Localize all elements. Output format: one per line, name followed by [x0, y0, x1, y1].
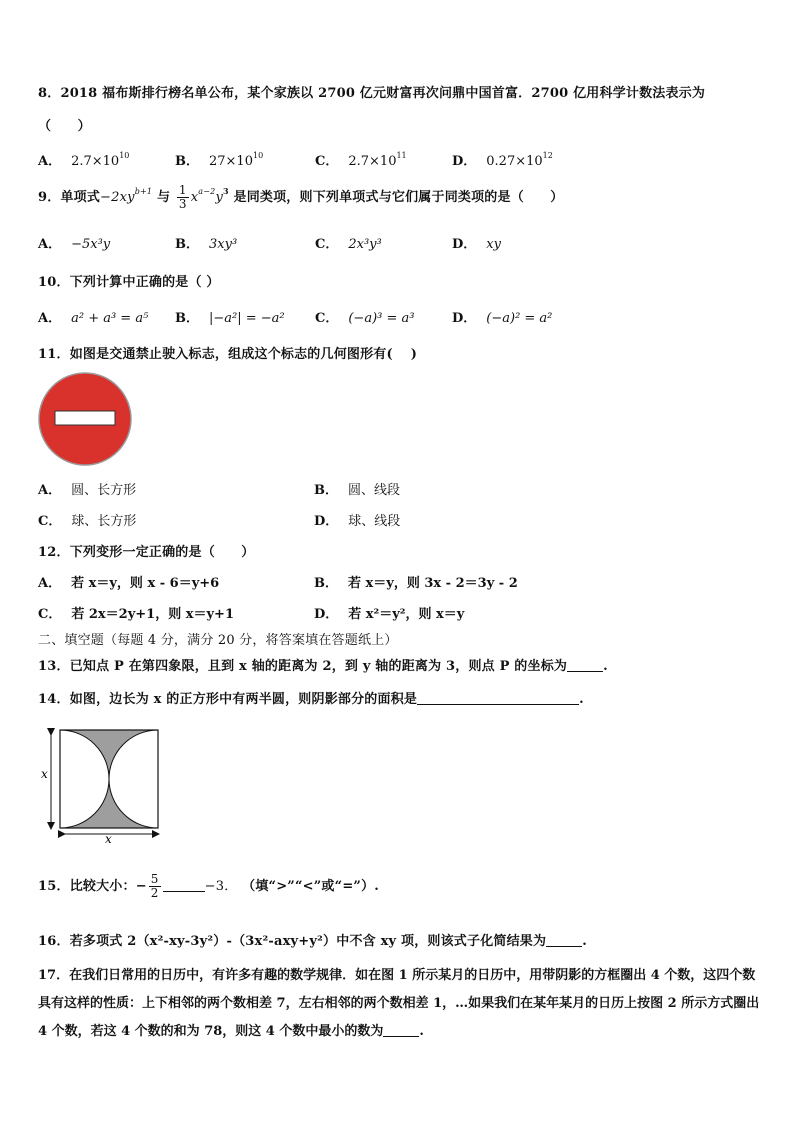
option-label: D．	[314, 514, 339, 529]
option-label: C．	[315, 311, 339, 326]
fraction-numerator: 5	[150, 872, 159, 886]
option-label: C．	[38, 514, 62, 529]
q17-body: 17．在我们日常用的日历中，有许多有趣的数学规律．如在图 1 所示某月的日历中，用带阴影的方框圈出 4 个数，这四个数具有这样的性质：上下相邻的两个数相差 7，左右相邻的两个数相差 1，…如果我们在某年某月的日历上按图 2 所示方式圈出 4 个数，若这 4 个数的和为 78，则这 4 个数中最小的数为	[38, 968, 760, 1039]
q12-option-d	[314, 603, 464, 622]
option-exp: 11	[396, 151, 407, 160]
option-label: B．	[175, 237, 199, 252]
q11-option-a	[38, 479, 136, 498]
option-value: 若 2x＝2y+1，则 x＝y+1	[71, 607, 234, 622]
option-exp: 12	[542, 151, 553, 160]
option-label: D．	[452, 154, 477, 169]
square-semicircles-figure	[40, 722, 170, 844]
option-label: B．	[314, 483, 338, 498]
q11-option-b	[314, 479, 400, 498]
question-16-text	[38, 930, 587, 949]
answer-blank	[383, 1036, 419, 1037]
option-value: 圆、长方形	[71, 483, 137, 498]
option-label: C．	[38, 607, 62, 622]
option-value: |−a²| = −a²	[209, 311, 285, 326]
option-value: 2x³y³	[348, 237, 382, 252]
option-label: A．	[38, 483, 62, 498]
q14-body: 14．如图，边长为 x 的正方形中有两半圆，则阴影部分的面积是	[38, 692, 418, 707]
option-value: −5x³y	[71, 237, 111, 252]
option-exp: 10	[119, 151, 130, 160]
q8-option-b	[175, 150, 263, 169]
q10-option-d	[452, 307, 552, 326]
option-value: 2.7×10	[71, 154, 120, 169]
q11-option-d	[314, 510, 400, 529]
answer-blank	[567, 671, 603, 672]
q9-term2-y: y	[215, 190, 223, 205]
q17-end: .	[419, 1024, 424, 1039]
option-label: C．	[315, 154, 339, 169]
q9-fraction	[177, 184, 189, 211]
q13-end: .	[603, 659, 608, 674]
option-value: 2.7×10	[348, 154, 397, 169]
option-value: 若 x＝y，则 3x - 2＝3y - 2	[348, 576, 518, 591]
option-value: 27×10	[209, 154, 253, 169]
q8-option-a	[38, 150, 129, 169]
option-label: D．	[452, 311, 477, 326]
fraction-denominator: 2	[150, 886, 159, 900]
section-2-heading: 二、填空题（每题 4 分，满分 20 分，将答案填在答题纸上）	[38, 633, 398, 648]
option-label: B．	[175, 311, 199, 326]
fraction-numerator: 1	[178, 183, 187, 197]
q16-end: .	[582, 934, 587, 949]
q9-option-a	[38, 233, 110, 252]
answer-blank	[546, 946, 582, 947]
fraction-denominator: 3	[178, 197, 187, 211]
q11-option-c	[38, 510, 136, 529]
q12-option-a	[38, 572, 219, 591]
option-value: 3xy³	[209, 237, 238, 252]
side-label: x	[41, 767, 48, 781]
q9-option-c	[315, 233, 382, 252]
question-8-text: 8．2018 福布斯排行榜名单公布，某个家族以 2700 亿元财富再次问鼎中国首富．2700 亿用科学计数法表示为	[38, 86, 706, 101]
q9-term2: x	[190, 190, 199, 205]
q13-body: 13．已知点 P 在第四象限，且到 x 轴的距离为 2，到 y 轴的距离为 3，则点 P 的坐标为	[38, 659, 568, 674]
q9-term2-exp: a−2	[198, 187, 216, 196]
q10-option-a	[38, 307, 148, 326]
q10-option-c	[315, 307, 414, 326]
question-17-text	[38, 962, 763, 1046]
question-10-text: 10．下列计算中正确的是（ ）	[38, 275, 220, 290]
q10-option-b	[175, 307, 285, 326]
question-12-text: 12．下列变形一定正确的是（ ）	[38, 545, 255, 560]
q15-fraction	[149, 873, 161, 900]
q15-prefix: 15．比较大小：−	[38, 879, 147, 894]
sign-bar	[55, 411, 115, 425]
q15-rhs: −3．	[204, 879, 238, 894]
question-13-text	[38, 655, 608, 674]
q9-with: 与	[156, 190, 171, 205]
option-label: D．	[452, 237, 477, 252]
option-value: 若 x＝y，则 x - 6＝y+6	[71, 576, 220, 591]
option-value: 球、长方形	[71, 514, 137, 529]
q9-prefix: 9．单项式	[38, 190, 101, 205]
question-14-text	[38, 688, 584, 707]
option-value: 若 x²＝y²，则 x＝y	[348, 607, 465, 622]
option-label: A．	[38, 237, 62, 252]
answer-blank	[417, 704, 579, 705]
q9-suffix: 是同类项，则下列单项式与它们属于同类项的是（ ）	[233, 190, 564, 205]
option-value: a² + a³ = a⁵	[71, 311, 149, 326]
option-label: A．	[38, 576, 62, 591]
q9-term2-yexp: 3	[222, 186, 229, 196]
option-label: D．	[314, 607, 339, 622]
option-value: 圆、线段	[348, 483, 401, 498]
q12-option-c	[38, 603, 234, 622]
q12-option-b	[314, 572, 518, 591]
option-value: 0.27×10	[486, 154, 543, 169]
option-value: (−a)³ = a³	[348, 311, 415, 326]
q9-option-b	[175, 233, 237, 252]
q14-end: .	[579, 692, 584, 707]
no-entry-sign	[36, 371, 134, 467]
question-15-text	[38, 873, 379, 900]
option-label: B．	[314, 576, 338, 591]
option-label: C．	[315, 237, 339, 252]
option-value: xy	[486, 237, 501, 252]
q16-body: 16．若多项式 2（x²-xy-3y²）-（3x²-axy+y²）中不含 xy 项，则该式子化简结果为	[38, 934, 547, 949]
q9-option-d	[452, 233, 501, 252]
q8-option-d	[452, 150, 553, 169]
q9-term1: −2xy	[100, 190, 135, 205]
option-label: A．	[38, 311, 62, 326]
answer-blank	[163, 891, 205, 892]
question-8-paren: （ ）	[38, 119, 91, 134]
option-label: B．	[175, 154, 199, 169]
bottom-label: x	[105, 832, 112, 844]
question-9-text	[38, 184, 564, 211]
option-value: 球、线段	[348, 514, 401, 529]
q9-term1-exp: b+1	[134, 187, 153, 196]
question-11-text: 11．如图是交通禁止驶入标志，组成这个标志的几何图形有( )	[38, 347, 418, 362]
q8-option-c	[315, 150, 407, 169]
option-exp: 10	[252, 151, 264, 160]
option-label: A．	[38, 154, 62, 169]
option-value: (−a)² = a²	[486, 311, 553, 326]
q15-hint: （填“>”“<”或“=”）.	[242, 879, 380, 894]
